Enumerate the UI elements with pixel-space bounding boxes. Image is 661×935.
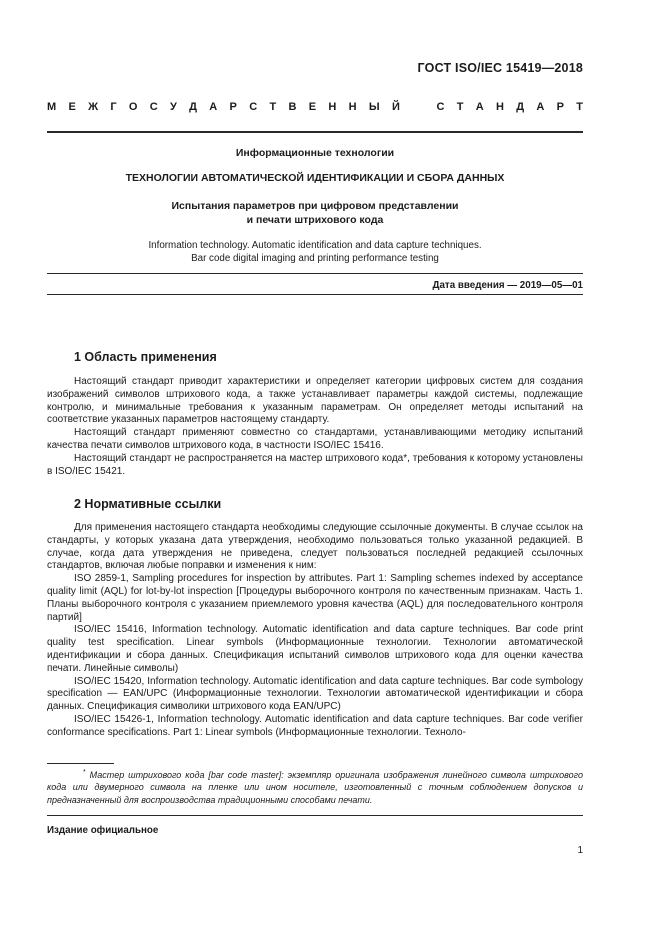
header-divider <box>47 131 583 133</box>
interstate-letter: Г <box>110 101 117 113</box>
subtitle-line: и печати штрихового кода <box>246 214 384 226</box>
section-2-heading: 2 Нормативные ссылки <box>74 497 222 511</box>
footnote <box>47 767 583 806</box>
effective-date: Дата введения — 2019—05—01 <box>432 280 583 291</box>
interstate-letter: В <box>288 101 297 113</box>
paragraph: Настоящий стандарт не распространяется на мастер штрихового кода*, требования к которому установлены в ISO/IEC 15421. <box>47 452 583 477</box>
interstate-letter: Е <box>308 101 317 113</box>
category-title: Информационные технологии <box>235 147 395 159</box>
footnote-mark: * <box>83 769 86 776</box>
paragraph: Настоящий стандарт применяют совместно со стандартами, устанавливающими методику испытаний качества печати символов штрихового кода, в частности ISO/IEC 15416. <box>47 427 583 451</box>
paragraph: Настоящий стандарт приводит характеристики и определяет категории цифровых систем для создания изображений символов штрихового кода, а также устанавливает параметры каждой системы, подлежащие контролю, и минимальные требования к указанным параметрам. Он определяет методы испытаний на соответствие указанных параметров настоящему стандарту. <box>47 376 583 426</box>
interstate-letter: Й <box>391 101 400 113</box>
interstate-letter: С <box>149 101 158 113</box>
main-title: ТЕХНОЛОГИИ АВТОМАТИЧЕСКОЙ ИДЕНТИФИКАЦИИ И СБОРА ДАННЫХ <box>125 172 505 184</box>
reference-item: ISO/IEC 15416, Information technology. Automatic identification and data capture techniques. Bar code print quality test specification. Linear symbols (Информационные технологии. Технологии автоматической идентификации и сбора данных. Спецификация испытаний символов штрихового кода для оценки качества печати. Линейные символы) <box>47 624 583 674</box>
subtitle <box>47 199 583 227</box>
interstate-letter: А <box>209 101 218 113</box>
interstate-letter: Р <box>229 101 237 113</box>
date-divider <box>47 294 583 295</box>
paragraph: Для применения настоящего стандарта необходимы следующие ссылочные документы. В случае ссылок на стандарты, у которых указана дата утверждения, необходимо пользоваться только указанной редакцией. В случае, когда дата утверждения не приведена, следует пользоваться последней редакцией ссылочных стандартов, включая любые поправки и изменения к ним: <box>47 522 583 572</box>
official-edition-label: Издание официальное <box>47 825 159 836</box>
interstate-letter: Н <box>328 101 337 113</box>
interstate-letter: Е <box>68 101 76 113</box>
interstate-letter: Ы <box>368 101 380 113</box>
document-page <box>47 0 583 935</box>
interstate-letter: Ж <box>88 101 99 113</box>
english-title <box>47 239 583 265</box>
section-1-heading: 1 Область применения <box>74 350 217 364</box>
reference-item: ISO 2859-1, Sampling procedures for inspection by attributes. Part 1: Sampling schemes indexed by acceptance quality limit (AQL) for lot-by-lot inspection [Процедуры выборочного контроля по качественным признакам. Часть 1. Планы выборочного контроля с указанием приемлемого уровня качества (AQL) для последовательного контроля партий] <box>47 573 583 623</box>
interstate-letter: Т <box>576 101 583 113</box>
title-divider <box>47 273 583 274</box>
interstate-letter: С <box>249 101 258 113</box>
page-number: 1 <box>577 845 583 856</box>
footer-divider <box>47 815 583 816</box>
english-title-line: Information technology. Automatic identification and data capture techniques. <box>148 240 482 251</box>
interstate-standard-heading <box>47 101 583 113</box>
interstate-letter: Д <box>516 101 525 113</box>
reference-item: ISO/IEC 15420, Information technology. Automatic identification and data capture techniques. Bar code symbology specification — EAN/UPC (Информационные технологии. Технологии автоматической идентификации и сбора данных. Спецификация символики штрихового кода EAN/UPC) <box>47 675 583 713</box>
document-number: ГОСТ ISO/IEC 15419—2018 <box>417 61 583 75</box>
interstate-letter: Р <box>556 101 564 113</box>
interstate-letter: Т <box>456 101 464 113</box>
interstate-letter: А <box>536 101 545 113</box>
interstate-letter: А <box>475 101 484 113</box>
interstate-letter: С <box>436 101 445 113</box>
word-gap <box>412 101 424 113</box>
english-title-line: Bar code digital imaging and printing performance testing <box>191 253 439 264</box>
interstate-letter: О <box>128 101 138 113</box>
interstate-letter: Н <box>495 101 504 113</box>
section-1-body <box>47 376 583 478</box>
subtitle-line: Испытания параметров при цифровом представлении <box>171 200 459 212</box>
interstate-letter: У <box>170 101 177 113</box>
interstate-letter: Т <box>269 101 277 113</box>
footnote-separator <box>47 763 114 764</box>
interstate-letter: М <box>47 101 57 113</box>
interstate-letter: Н <box>348 101 357 113</box>
footnote-text: Мастер штрихового кода [bar code master]: экземпляр оригинала изображения линейного символа штрихового кода или двумерного символа на пленке или ином носителе, изготовленный с точным соблюдением допусков и предназначенный для воспроизводства традиционными способами печати. <box>47 770 583 805</box>
section-2-body <box>47 522 583 740</box>
interstate-letter: Д <box>189 101 197 113</box>
reference-item: ISO/IEC 15426-1, Information technology. Automatic identification and data capture techniques. Bar code verifier conformance specifications. Part 1: Linear symbols (Информационные технологии. Техноло- <box>47 713 583 738</box>
